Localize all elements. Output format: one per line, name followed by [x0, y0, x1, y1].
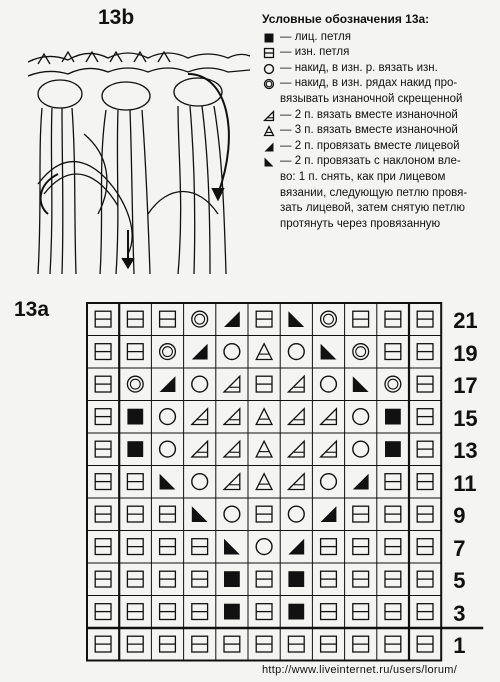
chart-cell-purl — [127, 539, 143, 555]
chart-cell-purl — [160, 506, 176, 522]
chart-cell-yo — [192, 474, 208, 490]
chart-cell-purl — [385, 474, 401, 490]
chart-cell-purl — [95, 636, 111, 652]
chart-cell-p2tog — [321, 409, 337, 425]
chart-cell-purl — [95, 311, 111, 327]
chart-cell-ssk — [160, 474, 176, 490]
chart-cell-purl — [127, 604, 143, 620]
chart-cell-purl — [321, 636, 337, 652]
chart-cell-p2tog — [192, 441, 208, 457]
yo-twisted-icon — [262, 77, 276, 91]
chart-cell-yo — [321, 474, 337, 490]
legend-item-line: — 2 п. провязать с наклоном вле- — [280, 155, 461, 168]
chart-cell-purl — [256, 506, 272, 522]
chart-cell-purl — [256, 636, 272, 652]
legend-item-text — [280, 139, 496, 155]
chart-cell-purl — [417, 506, 433, 522]
legend-item-text — [280, 45, 496, 61]
chart-cell-knit — [224, 571, 240, 587]
chart-cell-purl — [417, 474, 433, 490]
chart-cell-purl — [353, 311, 369, 327]
chart-cell-p2tog — [288, 474, 304, 490]
chart-cell-knit — [385, 409, 401, 425]
chart-cell-yo — [224, 344, 240, 360]
row-number: 5 — [453, 568, 466, 593]
knit-detail-illustration — [28, 34, 250, 274]
chart-cell-purl — [127, 311, 143, 327]
chart-cell-purl — [95, 409, 111, 425]
legend-item-text — [280, 61, 496, 77]
chart-cell-p2tog — [224, 474, 240, 490]
chart-cell-purl — [160, 636, 176, 652]
chart-cell-purl — [321, 571, 337, 587]
chart-cell-purl — [321, 604, 337, 620]
chart-cell-purl — [127, 571, 143, 587]
chart-cell-purl — [256, 604, 272, 620]
chart-cell-purl — [95, 441, 111, 457]
chart-cell-purl — [95, 571, 111, 587]
legend-item — [262, 108, 496, 124]
legend-item — [262, 76, 496, 107]
chart-cell-purl — [192, 604, 208, 620]
chart-cell-purl — [95, 376, 111, 392]
chart-cell-purl — [192, 571, 208, 587]
chart-cell-purl — [385, 344, 401, 360]
chart-cell-purl — [256, 376, 272, 392]
row-number: 21 — [453, 308, 478, 333]
row-number: 13 — [453, 438, 478, 463]
chart-cell-purl — [127, 474, 143, 490]
chart-cell-purl — [192, 539, 208, 555]
chart-cell-yo — [288, 344, 304, 360]
chart-cell-purl — [417, 636, 433, 652]
chart-cell-purl — [95, 604, 111, 620]
chart-cell-purl — [417, 539, 433, 555]
chart-cell-purl — [160, 571, 176, 587]
chart-cell-k2tog — [224, 311, 240, 327]
chart-cell-p2tog — [224, 409, 240, 425]
k2tog-icon — [262, 140, 276, 154]
chart-cell-purl — [224, 636, 240, 652]
figure-b-label: 13b — [98, 6, 135, 29]
chart-cell-p2tog — [321, 441, 337, 457]
chart-cell-k2tog — [288, 539, 304, 555]
chart-cell-p3tog — [256, 474, 272, 490]
chart-cell-purl — [127, 636, 143, 652]
legend-item-line: — 2 п. провязать вместе лицевой — [280, 139, 460, 152]
chart-cell-knit — [224, 604, 240, 620]
figure-a-label: 13a — [14, 298, 50, 321]
chart-cell-p2tog — [288, 409, 304, 425]
chart-cell-purl — [385, 311, 401, 327]
row-number: 7 — [453, 535, 466, 561]
chart-cell-yo — [192, 376, 208, 392]
chart-cell-yo-twisted — [321, 311, 337, 327]
chart-cell-purl — [417, 604, 433, 620]
chart-cell-purl — [385, 539, 401, 555]
chart-cell-p3tog — [256, 441, 272, 457]
legend-item-line: зать лицевой, затем снятую петлю — [280, 202, 465, 215]
chart-frame — [87, 303, 441, 661]
chart-cell-yo — [288, 506, 304, 522]
chart-cell-yo — [160, 409, 176, 425]
chart-cell-ssk — [288, 311, 304, 327]
chart-cell-knit — [127, 409, 143, 425]
chart-cell-knit — [385, 441, 401, 457]
legend-item-text — [280, 30, 496, 46]
chart-cell-k2tog — [353, 474, 369, 490]
chart-cell-p2tog — [288, 441, 304, 457]
chart-cell-purl — [353, 539, 369, 555]
row-number: 11 — [453, 470, 477, 496]
legend-item — [262, 30, 496, 46]
chart-cell-purl — [288, 636, 304, 652]
legend-item — [262, 61, 496, 77]
chart-cell-yo — [353, 441, 369, 457]
chart-cell-yo — [256, 539, 272, 555]
chart-cell-purl — [417, 311, 433, 327]
chart-cell-yo-twisted — [385, 376, 401, 392]
legend-item-line: — 3 п. вязать вместе изнаночной — [280, 124, 458, 137]
chart-cell-knit — [288, 571, 304, 587]
chart-cell-purl — [353, 604, 369, 620]
chart-cell-p3tog — [256, 344, 272, 360]
legend-item-line: вязании, следующую петлю провя- — [280, 186, 468, 199]
chart-cell-purl — [95, 539, 111, 555]
footer-url: http://www.liveinternet.ru/users/lorum/ — [262, 664, 458, 676]
chart-grid — [87, 303, 483, 661]
chart-cell-purl — [385, 571, 401, 587]
chart-cell-purl — [95, 344, 111, 360]
chart-cell-purl — [321, 539, 337, 555]
legend-item-text — [280, 154, 496, 232]
legend-item-line: протянуть через провязанную — [280, 217, 441, 230]
chart-cell-p2tog — [224, 376, 240, 392]
chart-cell-p2tog — [224, 441, 240, 457]
row-number: 15 — [453, 405, 478, 431]
legend-item-text — [280, 76, 496, 107]
legend-item — [262, 139, 496, 155]
chart-cell-purl — [95, 474, 111, 490]
legend-item-line: — 2 п. вязать вместе изнаночной — [280, 108, 458, 121]
chart-cell-purl — [160, 311, 176, 327]
chart-cell-purl — [160, 539, 176, 555]
row-number: 19 — [453, 340, 478, 366]
purl-icon — [262, 46, 276, 60]
chart-cell-ssk — [321, 344, 337, 360]
chart-cell-purl — [417, 344, 433, 360]
legend-item-line: — накид, в изн. рядах накид про- — [280, 77, 458, 90]
row-number: 17 — [453, 373, 478, 398]
chart-cell-p2tog — [192, 409, 208, 425]
legend-item-text — [280, 108, 496, 124]
legend-items — [262, 30, 496, 233]
legend-item-line: вязывать изнаночной скрещенной — [280, 92, 463, 105]
chart-cell-yo — [353, 409, 369, 425]
chart-cell-k2tog — [160, 376, 176, 392]
legend-item-line: — накид, в изн. р. вязать изн. — [280, 61, 438, 74]
legend-item — [262, 123, 496, 139]
chart-cell-purl — [353, 506, 369, 522]
chart-cell-purl — [353, 571, 369, 587]
chart-cell-k2tog — [321, 506, 337, 522]
chart-cell-purl — [417, 409, 433, 425]
chart-cell-p2tog — [288, 376, 304, 392]
legend-item — [262, 45, 496, 61]
chart-cell-purl — [95, 506, 111, 522]
chart-cell-ssk — [353, 376, 369, 392]
chart-cell-purl — [160, 604, 176, 620]
chart-cell-purl — [385, 604, 401, 620]
chart-cell-yo — [321, 376, 337, 392]
chart-cell-yo — [160, 441, 176, 457]
legend-item-line: во: 1 п. снять, как при лицевом — [280, 170, 446, 183]
chart-cell-purl — [417, 571, 433, 587]
row-number: 3 — [453, 600, 466, 626]
chart-cell-purl — [256, 571, 272, 587]
legend-item-line: — лиц. петля — [280, 30, 351, 43]
chart-cell-purl — [417, 376, 433, 392]
legend-item-line: — изн. петля — [280, 46, 350, 59]
legend-title: Условные обозначения 13а: — [262, 12, 430, 26]
chart-cell-yo-twisted — [192, 311, 208, 327]
chart-cell-yo-twisted — [127, 376, 143, 392]
row-number: 9 — [453, 503, 466, 528]
chart-cell-yo-twisted — [353, 344, 369, 360]
chart-cell-purl — [192, 636, 208, 652]
chart-cell-purl — [353, 636, 369, 652]
chart-cell-purl — [127, 344, 143, 360]
legend-item-text — [280, 123, 496, 139]
yo-icon — [262, 62, 276, 76]
chart-cell-ssk — [192, 506, 208, 522]
ssk-icon — [262, 155, 276, 169]
chart-cell-purl — [385, 506, 401, 522]
p2tog-icon — [262, 109, 276, 123]
legend-item — [262, 154, 496, 232]
chart-cell-p3tog — [256, 409, 272, 425]
row-number: 1 — [453, 633, 466, 658]
chart-cell-ssk — [224, 539, 240, 555]
chart-cell-purl — [127, 506, 143, 522]
chart-cell-k2tog — [192, 344, 208, 360]
knit-icon — [262, 31, 276, 45]
chart-cell-purl — [417, 441, 433, 457]
legend — [262, 12, 496, 232]
chart-cell-yo-twisted — [160, 344, 176, 360]
chart-cell-knit — [127, 441, 143, 457]
chart-cell-knit — [288, 604, 304, 620]
chart-cell-purl — [385, 636, 401, 652]
chart-cell-purl — [256, 311, 272, 327]
p3tog-icon — [262, 124, 276, 138]
chart-cell-yo — [224, 506, 240, 522]
